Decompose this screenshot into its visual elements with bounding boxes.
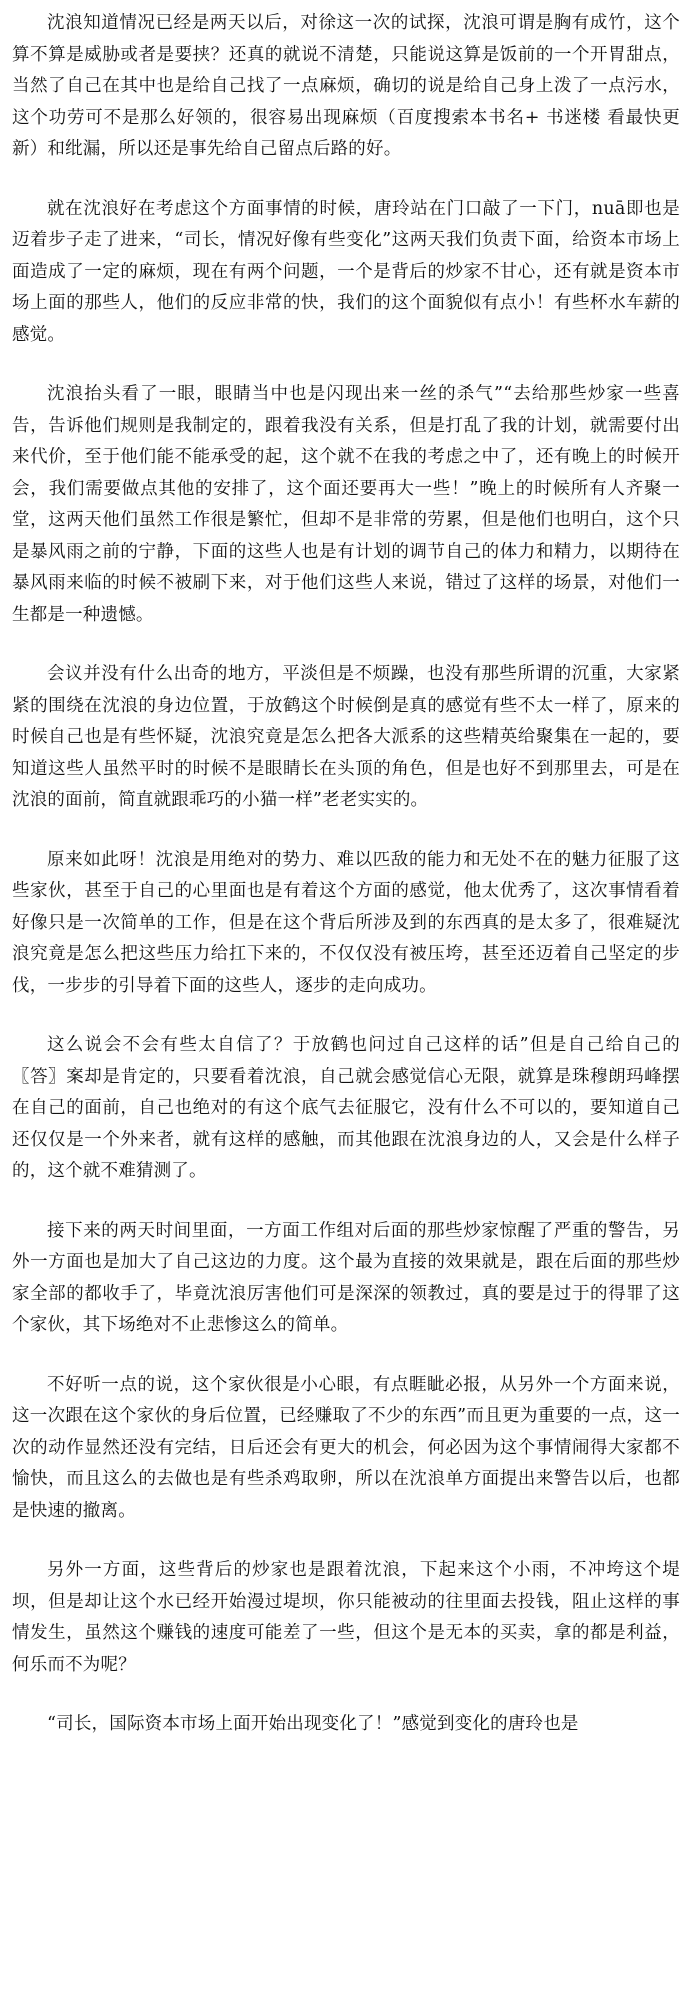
paragraph: 沈浪知道情况已经是两天以后，对徐这一次的试探，沈浪可谓是胸有成竹，这个算不算是威胁或者是要挟？还真的就说不清楚，只能说这算是饭前的一个开胃甜点，当然了自己在其中也是给自己找了一点麻烦，确切的说是给自己身上泼了一点污水，这个功劳可不是那么好领的，很容易出现麻烦（百度搜索本书名+ 书迷楼 看最快更新）和纰漏，所以还是事先给自己留点后路的好。 bbox=[12, 13, 680, 159]
paragraph: 沈浪抬头看了一眼，眼睛当中也是闪现出来一丝的杀气”“去给那些炒家一些喜告，告诉他们规则是我制定的，跟着我没有关系，但是打乱了我的计划，就需要付出来代价，至于他们能不能承受的起，这个就不在我的考虑之中了，还有晚上的时候开会，我们需要做点其他的安排了，这个面还要再大一些！”晚上的时候所有人齐聚一堂，这两天他们虽然工作很是繁忙，但却不是非常的劳累，但是他们也明白，这个只是暴风雨之前的宁静，下面的这些人也是有计划的调节自己的体力和精力，以期待在暴风雨来临的时候不被刷下来，对于他们这些人来说，错过了这样的场景，对他们一生都是一种遗憾。 bbox=[12, 384, 680, 625]
paragraph: 接下来的两天时间里面，一方面工作组对后面的那些炒家惊醒了严重的警告，另外一方面也是加大了自己这边的力度。这个最为直接的效果就是，跟在后面的那些炒家全部的都收手了，毕竟沈浪厉害他们可是深深的领教过，真的要是过于的得罪了这个家伙，其下场绝对不止悲惨这么的简单。 bbox=[12, 1220, 680, 1335]
paragraph: 就在沈浪好在考虑这个方面事情的时候，唐玲站在门口敲了一下门，nuā即也是迈着步子走了进来，“司长，情况好像有些变化”这两天我们负责下面，给资本市场上面造成了一定的麻烦，现在有两个问题，一个是背后的炒家不甘心，还有就是资本市场上面的那些人，他们的反应非常的快，我们的这个面貌似有点小！有些杯水车薪的感觉。 bbox=[12, 198, 680, 345]
paragraph: 另外一方面，这些背后的炒家也是跟着沈浪，下起来这个小雨，不冲垮这个堤坝，但是却让这个水已经开始漫过堤坝，你只能被动的往里面去投钱，阻止这样的事情发生，虽然这个赚钱的速度可能差了一些，但这个是无本的买卖，拿的都是利益，何乐而不为呢？ bbox=[12, 1560, 680, 1675]
paragraph: 原来如此呀！沈浪是用绝对的势力、难以匹敌的能力和无处不在的魅力征服了这些家伙，甚至于自己的心里面也是有着这个方面的感觉，他太优秀了，这次事情看着好像只是一次简单的工作，但是在这个背后所涉及到的东西真的是太多了，很难疑沈浪究竟是怎么把这些压力给扛下来的，不仅仅没有被压垮，甚至还迈着自己坚定的步伐，一步步的引导着下面的这些人，逐步的走向成功。 bbox=[12, 849, 680, 996]
paragraph: 会议并没有什么出奇的地方，平淡但是不烦躁，也没有那些所谓的沉重，大家紧紧的围绕在沈浪的身边位置，于放鹤这个时候倒是真的感觉有些不太一样了，原来的时候自己也是有些怀疑，沈浪究竟是怎么把各大派系的这些精英给聚集在一起的，要知道这些人虽然平时的时候不是眼睛长在头顶的角色，但是也好不到那里去，可是在沈浪的面前，简直就跟乖巧的小猫一样”老老实实的。 bbox=[12, 664, 680, 810]
paragraph: 不好听一点的说，这个家伙很是小心眼，有点睚眦必报，从另外一个方面来说，这一次跟在这个家伙的身后位置，已经赚取了不少的东西”而且更为重要的一点，这一次的动作显然还没有完结，日后还会有更大的机会，何必因为这个事情闹得大家都不愉快，而且这么的去做也是有些杀鸡取卵，所以在沈浪单方面提出来警告以后，也都是快速的撤离。 bbox=[12, 1374, 680, 1521]
paragraph: 这么说会不会有些太自信了？于放鹤也问过自己这样的话”但是自己给自己的〖答〗案却是肯定的，只要看着沈浪，自己就会感觉信心无限，就算是珠穆朗玛峰摆在自己的面前，自己也绝对的有这个底气去征服它，没有什么不可以的，要知道自己还仅仅是一个外来者，就有这样的感触，而其他跟在沈浪身边的人，又会是什么样子的，这个就不难猜测了。 bbox=[12, 1035, 680, 1181]
paragraph: “司长，国际资本市场上面开始出现变化了！”感觉到变化的唐玲也是 bbox=[47, 1714, 579, 1734]
